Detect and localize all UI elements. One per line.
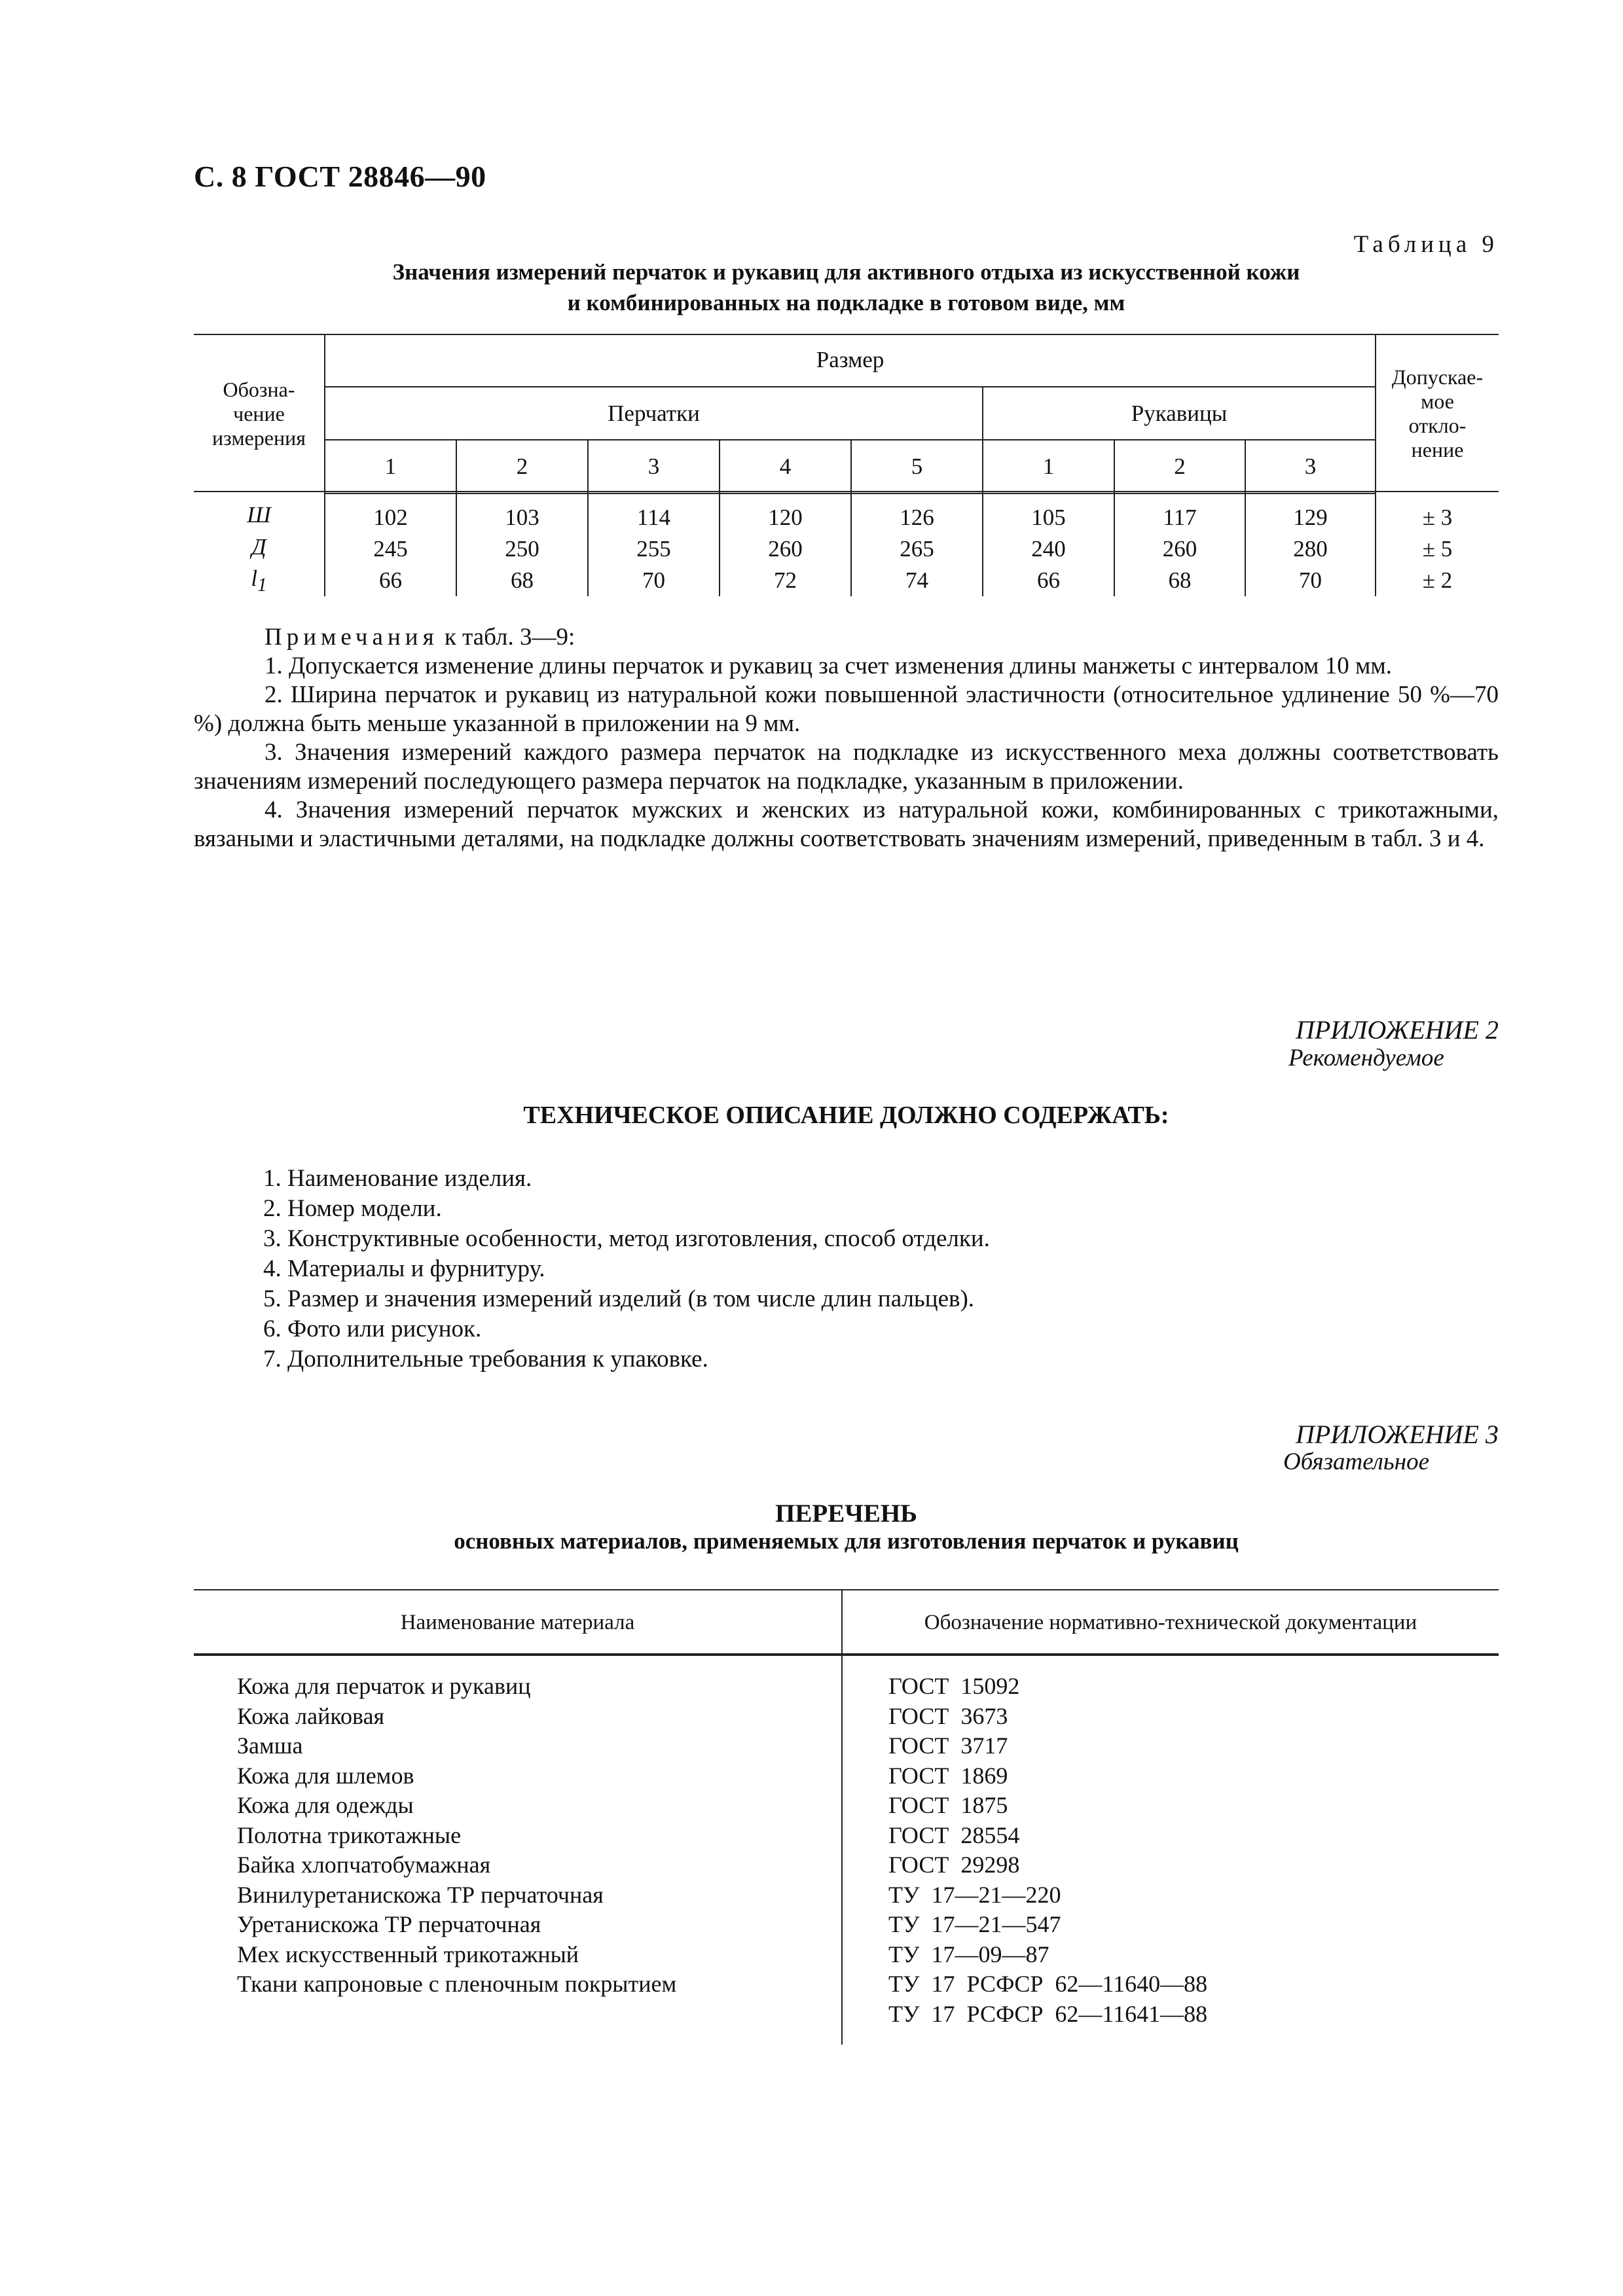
appendix-label: ПРИЛОЖЕНИЕ 3 — [1296, 1420, 1499, 1449]
size-number: 1 — [325, 440, 456, 493]
list-item: 5. Размер и значения измерений изделий (в том числе длин пальцев). — [263, 1285, 975, 1312]
tolerance-header — [1376, 334, 1499, 493]
measurement-subscript: 1 — [257, 574, 267, 596]
list-item: 1. Наименование изделия. — [263, 1165, 532, 1192]
tolerance-cell: ± 3 — [1376, 493, 1499, 533]
table-cell: 66 — [325, 565, 456, 596]
header-text: измерения — [212, 425, 306, 450]
table-cell: 250 — [456, 533, 588, 565]
document-header: Обозначение нормативно-технической документации — [842, 1590, 1499, 1655]
appendix-title: ТЕХНИЧЕСКОЕ ОПИСАНИЕ ДОЛЖНО СОДЕРЖАТЬ: — [523, 1102, 1169, 1129]
table-cell: 129 — [1245, 493, 1376, 533]
table-cell: 120 — [720, 493, 851, 533]
materials-table — [194, 1589, 1499, 2045]
document-ref: ГОСТ 15092 — [888, 1673, 1020, 1699]
table-cell: 265 — [851, 533, 983, 565]
table-label: Таблица 9 — [1353, 231, 1499, 258]
material-name: Байка хлопчатобумажная — [237, 1852, 491, 1878]
measurement-name — [194, 565, 325, 596]
material-name: Кожа лайковая — [237, 1702, 385, 1729]
table-cell: 280 — [1245, 533, 1376, 565]
size-number: 2 — [456, 440, 588, 493]
size-number: 5 — [851, 440, 983, 493]
table-cell: 117 — [1114, 493, 1245, 533]
size-number: 2 — [1114, 440, 1245, 493]
material-name: Кожа для одежды — [237, 1792, 414, 1818]
document-ref: ГОСТ 3673 — [888, 1702, 1008, 1729]
notes-section — [194, 623, 1499, 853]
table-title — [194, 257, 1499, 318]
header-text: мое — [1421, 389, 1454, 413]
appendix-status: Обязательное — [1283, 1448, 1430, 1475]
appendix-title: ПЕРЕЧЕНЬ — [775, 1499, 917, 1528]
header-text: нение — [1411, 438, 1464, 461]
page-header: С. 8 ГОСТ 28846—90 — [194, 160, 486, 193]
gloves-header: Перчатки — [325, 387, 983, 440]
requirements-list — [263, 1164, 990, 1374]
document-ref: ТУ 17 РСФСР 62—11640—88 — [888, 1971, 1208, 1997]
header-text: откло- — [1408, 414, 1467, 437]
table-title-line: Значения измерений перчаток и рукавиц для активного отдыха из искусственной кожи — [392, 259, 1300, 285]
document-ref: ТУ 17—21—220 — [888, 1881, 1061, 1908]
table-cell: 72 — [720, 565, 851, 596]
size-header: Размер — [325, 334, 1376, 387]
note-item: 1. Допускается изменение длины перчаток и рукавиц за счет изменения длины манжеты с интервалом 10 мм. — [264, 653, 1393, 679]
materials-column — [194, 1672, 842, 2029]
measurement-symbol: Д — [251, 533, 266, 560]
table-cell: 260 — [720, 533, 851, 565]
table-cell: 114 — [588, 493, 720, 533]
table-cell: 103 — [456, 493, 588, 533]
header-text: Обозна- — [223, 377, 295, 401]
list-item: 4. Материалы и фурнитуру. — [263, 1255, 545, 1282]
designation-header — [194, 334, 325, 493]
note-item: 4. Значения измерений перчаток мужских и женских из натуральной кожи, комбинированных с трикотажными, вязаными и эластичными деталями, на подкладке должны соответствовать значениям измерений, приведенным в табл. 3 и 4. — [194, 797, 1499, 852]
measurement-symbol: l — [251, 565, 258, 591]
document-ref: ГОСТ 28554 — [888, 1821, 1020, 1848]
mittens-header: Рукавицы — [983, 387, 1376, 440]
note-item: 2. Ширина перчаток и рукавиц из натуральной кожи повышенной эластичности (относительное удлинение 50 %—70 %) должна быть меньше указанной в приложении на 9 мм. — [194, 681, 1499, 737]
tolerance-cell: ± 5 — [1376, 533, 1499, 565]
header-text: чение — [233, 401, 285, 425]
table-row — [194, 493, 1499, 533]
notes-title-word: Примечания — [264, 624, 439, 651]
table-cell: 260 — [1114, 533, 1245, 565]
documents-column — [842, 1672, 1499, 2029]
material-name: Замша — [237, 1732, 303, 1759]
table-cell: 68 — [1114, 565, 1245, 596]
material-name: Полотна трикотажные — [237, 1821, 462, 1848]
table-cell: 102 — [325, 493, 456, 533]
size-number: 1 — [983, 440, 1114, 493]
size-number: 3 — [588, 440, 720, 493]
material-name: Мех искусственный трикотажный — [237, 1941, 579, 1967]
notes-title-rest: к табл. 3—9: — [438, 624, 575, 651]
material-name: Кожа для перчаток и рукавиц — [237, 1673, 531, 1699]
table-cell: 240 — [983, 533, 1114, 565]
notes-title — [194, 623, 1499, 652]
document-ref: ГОСТ 3717 — [888, 1732, 1008, 1759]
table-cell: 245 — [325, 533, 456, 565]
tolerance-cell: ± 2 — [1376, 565, 1499, 596]
table-cell: 74 — [851, 565, 983, 596]
size-number: 4 — [720, 440, 851, 493]
appendix-status: Рекомендуемое — [1288, 1045, 1444, 1071]
measurement-name — [194, 533, 325, 565]
note-item: 3. Значения измерений каждого размера перчаток на подкладке из искусственного меха должны соответствовать значениям измерений последующего размера перчаток на подкладке, указанным в приложении. — [194, 739, 1499, 795]
table-cell: 105 — [983, 493, 1114, 533]
document-ref: ТУ 17 РСФСР 62—11641—88 — [888, 2000, 1208, 2027]
document-ref: ГОСТ 1875 — [888, 1792, 1008, 1818]
table-cell: 255 — [588, 533, 720, 565]
material-name: Винилуретанискожа ТР перчаточная — [237, 1881, 604, 1908]
document-ref: ГОСТ 29298 — [888, 1852, 1020, 1878]
table-cell: 70 — [588, 565, 720, 596]
table-cell: 66 — [983, 565, 1114, 596]
list-item: 7. Дополнительные требования к упаковке. — [263, 1346, 708, 1372]
appendix-subtitle: основных материалов, применяемых для изготовления перчаток и рукавиц — [454, 1528, 1239, 1554]
list-item: 2. Номер модели. — [263, 1195, 442, 1222]
measurement-name — [194, 493, 325, 533]
list-item: 6. Фото или рисунок. — [263, 1316, 482, 1342]
list-item: 3. Конструктивные особенности, метод изготовления, способ отделки. — [263, 1225, 990, 1252]
measurement-symbol: Ш — [247, 502, 271, 528]
table-row — [194, 565, 1499, 596]
document-ref: ТУ 17—21—547 — [888, 1911, 1061, 1937]
table-cell: 70 — [1245, 565, 1376, 596]
measurements-table — [194, 334, 1499, 596]
size-number: 3 — [1245, 440, 1376, 493]
document-ref: ГОСТ 1869 — [888, 1762, 1008, 1789]
document-ref: ТУ 17—09—87 — [888, 1941, 1049, 1967]
table-cell: 68 — [456, 565, 588, 596]
table-title-line: и комбинированных на подкладке в готовом виде, мм — [567, 290, 1125, 315]
material-name: Ткани капроновые с пленочным покрытием — [237, 1971, 677, 1997]
material-name-header: Наименование материала — [194, 1590, 842, 1655]
table-cell: 126 — [851, 493, 983, 533]
appendix-label: ПРИЛОЖЕНИЕ 2 — [1296, 1015, 1499, 1045]
table-row — [194, 533, 1499, 565]
material-name: Уретанискожа ТР перчаточная — [237, 1911, 541, 1937]
material-name: Кожа для шлемов — [237, 1762, 414, 1789]
header-text: Допускае- — [1391, 365, 1484, 389]
